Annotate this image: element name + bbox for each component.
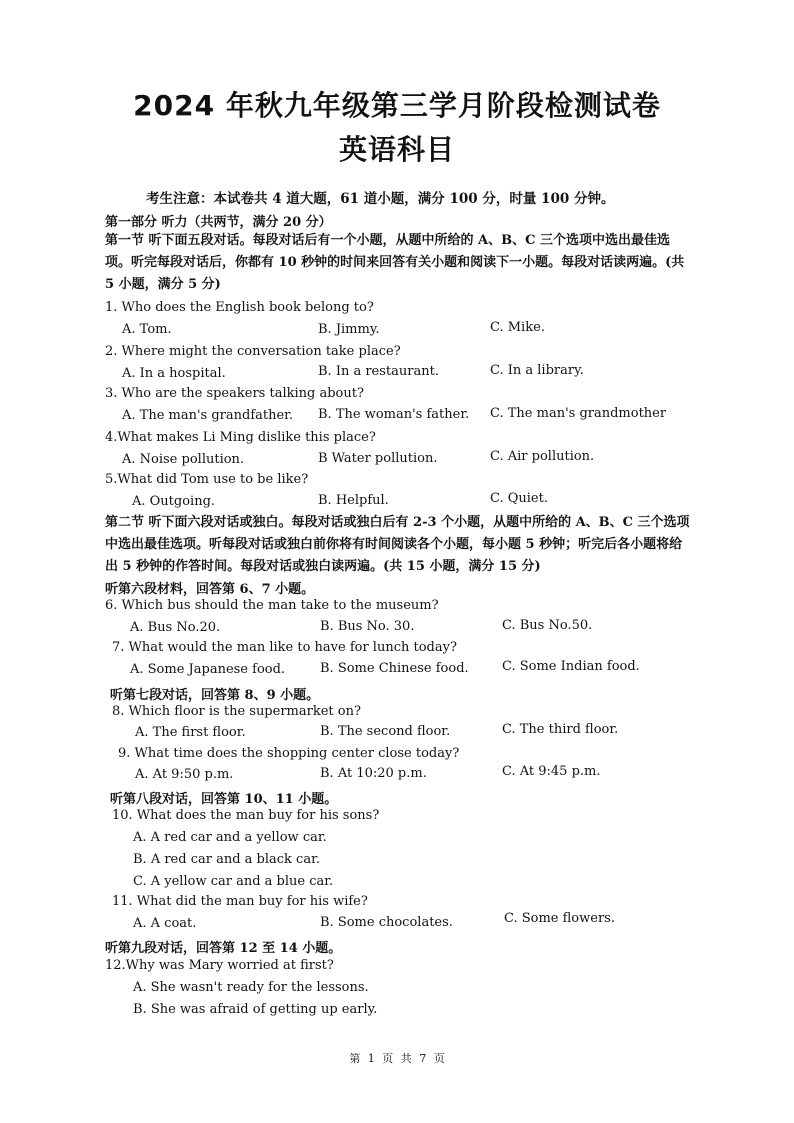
question-8-option-b: B. The second floor.	[320, 724, 451, 739]
question-9-option-a: A. At 9:50 p.m.	[135, 767, 234, 782]
question-7-option-b: B. Some Chinese food.	[320, 661, 469, 676]
question-7: 7. What would the man like to have for lunch today?	[112, 640, 457, 655]
question-9-option-c: C. At 9:45 p.m.	[502, 764, 601, 779]
question-2: 2. Where might the conversation take place?	[105, 344, 401, 359]
question-2-option-a: A. In a hospital.	[122, 366, 226, 381]
question-1-option-a: A. Tom.	[122, 322, 172, 337]
question-3-option-b: B. The woman's father.	[318, 407, 470, 422]
question-8-option-c: C. The third floor.	[502, 722, 619, 737]
question-10-option-b: B. A red car and a black car.	[133, 852, 321, 867]
question-2-option-b: B. In a restaurant.	[318, 364, 439, 379]
caption-passage-9: 听第九段对话，回答第 12 至 14 小题。	[105, 941, 342, 956]
question-3-option-a: A. The man's grandfather.	[122, 408, 294, 423]
part1-heading: 第一部分 听力（共两节，满分 20 分）	[105, 215, 332, 230]
question-5-option-c: C. Quiet.	[490, 491, 548, 506]
question-9-option-b: B. At 10:20 p.m.	[320, 766, 427, 781]
caption-passage-8: 听第八段对话，回答第 10、11 小题。	[110, 792, 338, 807]
section2-instructions: 第二节 听下面六段对话或独白。每段对话或独白后有 2-3 个小题，从题中所给的 A、B、C 三个选项中选出最佳选项。听每段对话或独白前你将有时间阅读各个小题，每小题 5 秒钟；听完后各小题将给出 5 秒钟的作答时间。每段对话或独白读两遍。(共 15 小题，满分 15 分)	[105, 515, 690, 574]
question-12-option-a: A. She wasn't ready for the lessons.	[133, 980, 369, 995]
section1-instructions: 第一节 听下面五段对话。每段对话后有一个小题，从题中所给的 A、B、C 三个选项中选出最佳选项。听完每段对话后，你都有 10 秒钟的时间来回答有关小题和阅读下一小题。每段对话读两遍。(共 5 小题，满分 5 分)	[105, 233, 685, 292]
question-12: 12.Why was Mary worried at first?	[105, 958, 334, 973]
question-11-option-b: B. Some chocolates.	[320, 915, 453, 930]
question-6-option-b: B. Bus No. 30.	[320, 619, 415, 634]
question-11-option-c: C. Some flowers.	[504, 911, 615, 926]
question-2-option-c: C. In a library.	[490, 363, 584, 378]
question-7-option-c: C. Some Indian food.	[502, 659, 640, 674]
question-5: 5.What did Tom use to be like?	[105, 472, 309, 487]
question-4: 4.What makes Li Ming dislike this place?	[105, 430, 376, 445]
question-1-option-b: B. Jimmy.	[318, 322, 380, 337]
question-5-option-b: B. Helpful.	[318, 493, 389, 508]
question-3: 3. Who are the speakers talking about?	[105, 386, 364, 401]
question-8: 8. Which floor is the supermarket on?	[112, 704, 361, 719]
caption-passage-7: 听第七段对话，回答第 8、9 小题。	[110, 688, 320, 703]
question-11-option-a: A. A coat.	[133, 916, 197, 931]
question-1: 1. Who does the English book belong to?	[105, 300, 374, 315]
question-12-option-b: B. She was afraid of getting up early.	[133, 1002, 378, 1017]
question-11: 11. What did the man buy for his wife?	[112, 894, 368, 909]
exam-title: 2024 年秋九年级第三学月阶段检测试卷	[133, 89, 661, 122]
question-10: 10. What does the man buy for his sons?	[112, 808, 380, 823]
question-10-option-c: C. A yellow car and a blue car.	[133, 874, 334, 889]
question-9: 9. What time does the shopping center close today?	[118, 746, 460, 761]
candidate-notice: 考生注意：本试卷共 4 道大题，61 道小题，满分 100 分，时量 100 分钟。	[146, 191, 615, 207]
page-footer: 第 1 页 共 7 页	[349, 1052, 445, 1065]
question-5-option-a: A. Outgoing.	[132, 494, 216, 509]
question-6-option-a: A. Bus No.20.	[130, 620, 221, 635]
question-6: 6. Which bus should the man take to the museum?	[105, 598, 439, 613]
exam-subject: 英语科目	[338, 133, 455, 166]
question-4-option-b: B Water pollution.	[318, 451, 438, 466]
question-4-option-a: A. Noise pollution.	[122, 452, 245, 467]
question-4-option-c: C. Air pollution.	[490, 449, 595, 464]
question-7-option-a: A. Some Japanese food.	[130, 662, 286, 677]
caption-passage-6: 听第六段材料，回答第 6、7 小题。	[105, 582, 315, 597]
question-10-option-a: A. A red car and a yellow car.	[133, 830, 327, 845]
question-6-option-c: C. Bus No.50.	[502, 618, 593, 633]
question-1-option-c: C. Mike.	[490, 320, 545, 335]
question-3-option-c: C. The man's grandmother	[490, 406, 667, 421]
question-8-option-a: A. The first floor.	[135, 725, 246, 740]
